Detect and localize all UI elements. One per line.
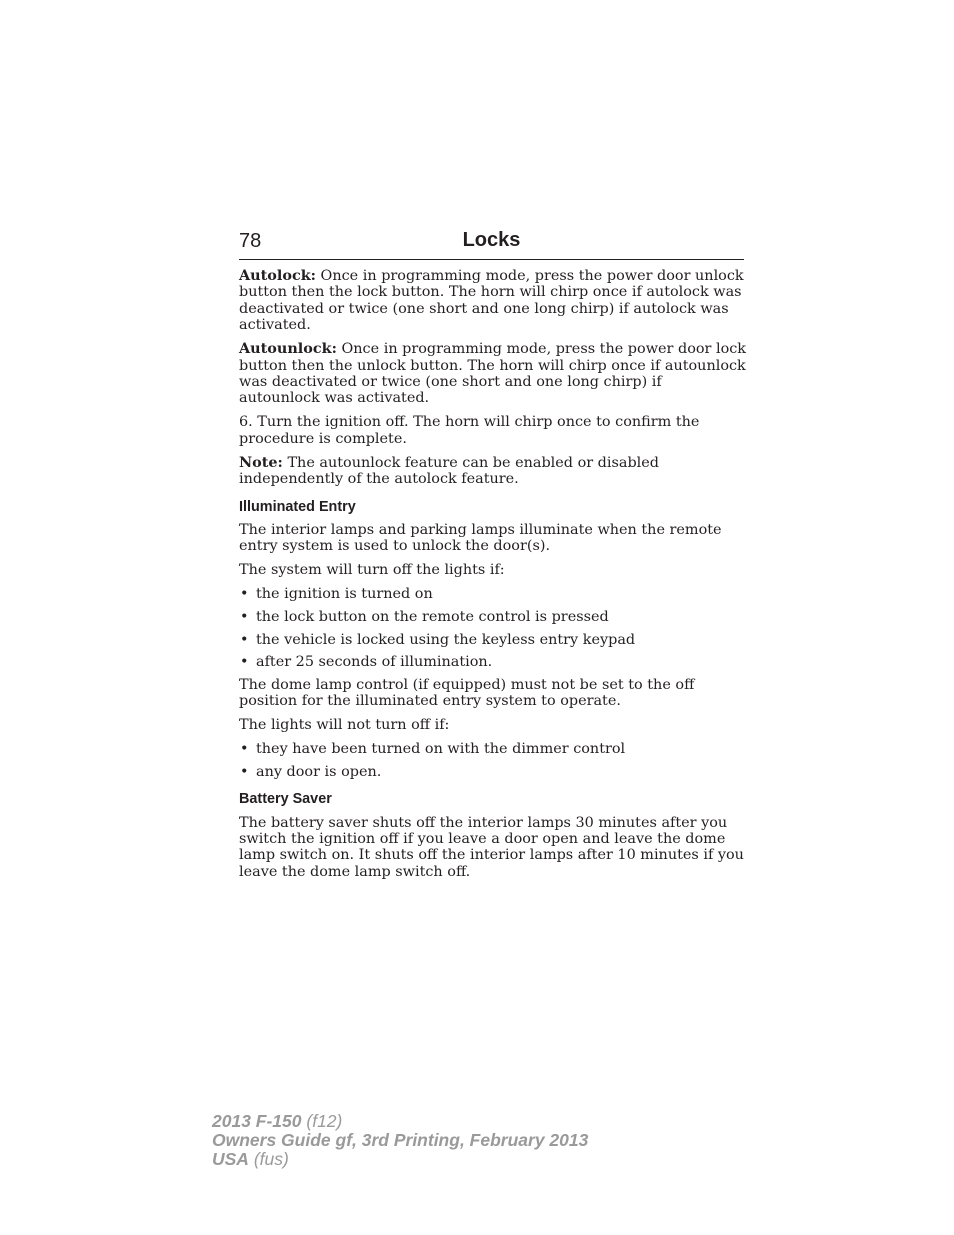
step-6-paragraph: 6. Turn the ignition off. The horn will chirp once to confirm the procedure is complete. — [239, 414, 700, 447]
autolock-text: Once in programming mode, press the power door unlock button then the lock button. The horn will chirp once if autolock was deactivated or twice (one short and one long chirp) if autolock was activated. — [239, 268, 744, 334]
autolock-paragraph — [239, 268, 747, 334]
lights-off-list — [239, 586, 747, 670]
list-item-text: the lock button on the remote control is pressed — [256, 609, 609, 626]
note-paragraph — [239, 455, 747, 488]
illuminated-entry-paragraph-1: The interior lamps and parking lamps illuminate when the remote entry system is used to unlock the door(s). — [239, 522, 722, 555]
footer-line-1 — [212, 1112, 588, 1131]
footer-market: USA — [212, 1149, 249, 1169]
bullet-icon: • — [240, 654, 249, 671]
illuminated-entry-paragraph-2: The system will turn off the lights if: — [239, 562, 505, 579]
lights-not-off-list — [239, 741, 747, 780]
autounlock-text: Once in programming mode, press the power door lock button then the unlock button. The horn will chirp once if autounlock was deactivated or twice (one short and one long chirp) if autounlock was activated. — [239, 341, 747, 407]
section-title: Locks — [462, 229, 521, 251]
list-item — [239, 609, 747, 625]
footer-guide-info: Owners Guide gf, 3rd Printing, February 2013 — [212, 1130, 589, 1150]
bullet-icon: • — [240, 609, 249, 626]
list-item-text: the ignition is turned on — [256, 586, 433, 603]
list-item — [239, 586, 747, 602]
list-item — [239, 741, 747, 757]
footer-line-2 — [212, 1131, 588, 1150]
page-body — [239, 268, 747, 888]
illuminated-entry-paragraph-4: The lights will not turn off if: — [239, 717, 450, 734]
page-number: 78 — [239, 230, 262, 252]
battery-saver-heading: Battery Saver — [239, 791, 332, 808]
autounlock-paragraph — [239, 341, 747, 407]
footer-market-code: (fus) — [248, 1149, 289, 1169]
note-label: Note: — [239, 453, 283, 471]
list-item-text: the vehicle is locked using the keyless entry keypad — [256, 631, 636, 648]
battery-saver-paragraph: The battery saver shuts off the interior lamps 30 minutes after you switch the ignition off if you leave a door open and leave the dome lamp switch on. It shuts off the interior lamps after 10 minutes if you leave the dome lamp switch off. — [239, 814, 744, 880]
note-text: The autounlock feature can be enabled or disabled independently of the autolock feature. — [239, 454, 660, 488]
list-item-text: they have been turned on with the dimmer control — [256, 741, 626, 758]
bullet-icon: • — [240, 586, 249, 603]
list-item — [239, 632, 747, 648]
illuminated-entry-paragraph-3: The dome lamp control (if equipped) must not be set to the off position for the illuminated entry system to operate. — [239, 676, 695, 710]
page-header — [239, 229, 744, 260]
bullet-icon: • — [240, 741, 249, 758]
autolock-label: Autolock: — [239, 267, 316, 284]
list-item — [239, 654, 747, 670]
footer-model: 2013 F-150 — [212, 1111, 302, 1131]
bullet-icon: • — [240, 631, 249, 648]
list-item-text: after 25 seconds of illumination. — [256, 654, 493, 671]
illuminated-entry-heading: Illuminated Entry — [239, 498, 356, 515]
autounlock-label: Autounlock: — [239, 340, 337, 358]
list-item-text: any door is open. — [256, 763, 382, 780]
list-item — [239, 764, 747, 780]
bullet-icon: • — [240, 763, 249, 780]
footer-model-code: (f12) — [301, 1111, 343, 1131]
footer-line-3 — [212, 1150, 588, 1169]
page-footer — [212, 1112, 588, 1169]
